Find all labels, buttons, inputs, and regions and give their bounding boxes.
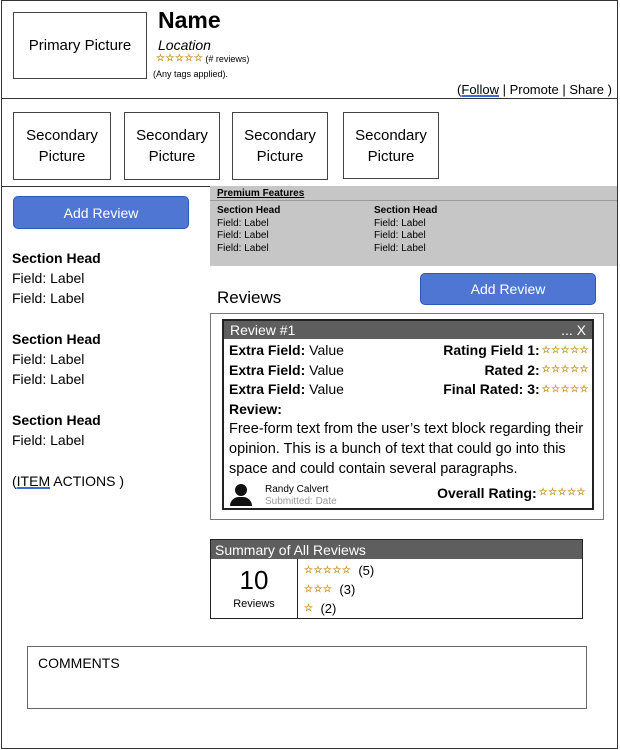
star-rating-icon: ☆☆☆☆☆ (541, 364, 589, 376)
review-controls[interactable]: ... X (561, 322, 586, 338)
reviewer (230, 484, 337, 508)
detail-section: Section Head Field: Label Field: Label (12, 331, 101, 387)
follow-link[interactable]: Follow (461, 82, 499, 97)
review-label: Review: (229, 400, 282, 417)
summary-count: 10 Reviews (211, 559, 298, 618)
star-rating-icon: ☆ (304, 602, 314, 614)
tags-text: (Any tags applied). (153, 69, 229, 79)
detail-section: Section Head Field: Label Field: Label (12, 250, 101, 306)
left-details (12, 248, 124, 491)
item-location: Location (158, 37, 211, 53)
reviews-summary (210, 539, 583, 619)
secondary-picture-1[interactable]: Secondary Picture (13, 112, 111, 180)
share-link[interactable]: Share (569, 82, 605, 97)
review-field-row: Extra Field: Value Rating Field 1: ☆☆☆☆☆ (229, 342, 589, 358)
premium-features-panel (210, 186, 617, 266)
star-rating-icon: ☆☆☆☆☆ (156, 53, 204, 64)
star-rating-icon: ☆☆☆☆☆ (538, 487, 586, 498)
submitted-date: Submitted: Date (265, 496, 337, 507)
comments-box[interactable] (27, 646, 587, 709)
secondary-picture-4[interactable]: Secondary Picture (343, 112, 439, 179)
secondary-picture-3[interactable]: Secondary Picture (232, 112, 328, 180)
star-rating-icon: ☆☆☆☆☆ (304, 564, 352, 576)
reviewer-name[interactable]: Randy Calvert (265, 484, 329, 495)
premium-column: Section Head Field: Label Field: Label Field: Label (374, 205, 438, 254)
add-review-button[interactable]: Add Review (13, 196, 189, 229)
summary-row[interactable]: ☆☆☆☆☆ (5) (304, 563, 375, 578)
person-icon (230, 484, 252, 506)
item-name: Name (158, 7, 221, 33)
header-actions: (Follow | Promote | Share ) (457, 82, 612, 97)
summary-title: Summary of All Reviews (211, 540, 582, 559)
comments-label: COMMENTS (38, 655, 120, 671)
summary-row[interactable]: ☆☆☆ (3) (304, 582, 356, 597)
review-body (229, 341, 589, 479)
reviews-title: Reviews (217, 288, 282, 307)
primary-picture[interactable]: Primary Picture (13, 12, 147, 79)
premium-column: Section Head Field: Label Field: Label Field: Label (217, 205, 281, 254)
divider (1, 98, 618, 99)
star-rating-icon: ☆☆☆ (304, 583, 333, 595)
item-actions-link[interactable]: (ITEM ACTIONS ) (12, 473, 125, 489)
secondary-picture-2[interactable]: Secondary Picture (124, 112, 220, 180)
reviews-count[interactable]: (# reviews) (205, 54, 250, 64)
review-card (222, 319, 594, 510)
star-rating-icon: ☆☆☆☆☆ (541, 383, 589, 395)
summary-breakdown (304, 561, 374, 618)
summary-row[interactable]: ☆ (2) (304, 601, 337, 616)
star-rating-icon: ☆☆☆☆☆ (541, 344, 589, 356)
overall-rating: Overall Rating: ☆☆☆☆☆ (437, 485, 586, 501)
premium-features-title: Premium Features (217, 188, 305, 199)
review-text: Free-form text from the user’s text block regarding their opinion. This is a bunch of text that could go into this space and could contain several paragraphs. (229, 421, 584, 477)
review-header: Review #1 ... X (224, 321, 592, 339)
detail-section: Section Head Field: Label (12, 412, 101, 448)
review-field-row: Extra Field: Value Final Rated: 3: ☆☆☆☆☆ (229, 381, 589, 397)
review-field-row: Extra Field: Value Rated 2: ☆☆☆☆☆ (229, 361, 589, 378)
promote-link[interactable]: Promote (509, 82, 559, 97)
add-review-button[interactable]: Add Review (420, 273, 596, 305)
header-rating (156, 54, 249, 64)
